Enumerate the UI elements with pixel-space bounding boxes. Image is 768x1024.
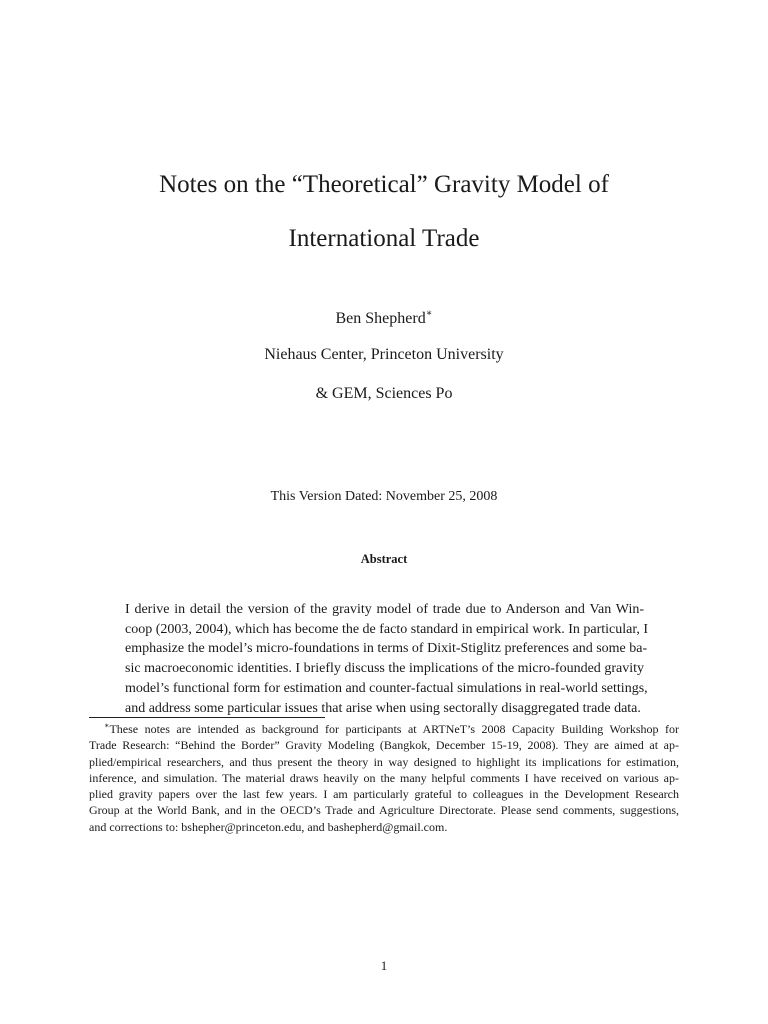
abstract-line: and address some particular issues that arise when using sectorally disaggregated trade data. — [125, 700, 641, 716]
affiliation-2: & GEM, Sciences Po — [315, 385, 453, 402]
footnote-mark: ∗ — [104, 721, 110, 730]
footnote-rule — [89, 717, 325, 718]
abstract-line: emphasize the model’s micro-foundations in terms of Dixit-Stiglitz preferences and some ba- — [125, 641, 648, 657]
footnote-line — [89, 721, 679, 737]
footnote-line: plied/empirical researchers, and thus present the theory in way designed to highlight its implications for estimation, — [89, 754, 679, 769]
abstract-line: I derive in detail the version of the gravity model of trade due to Anderson and Van Win- — [125, 602, 644, 617]
footnote-line-text: These notes are intended as background for participants at ARTNeT’s 2008 Capacity Building Workshop for — [109, 722, 679, 736]
footnote — [89, 721, 679, 835]
abstract-line: sic macroeconomic identities. I briefly discuss the implications of the micro-founded gravity — [125, 661, 644, 677]
footnote-line: Trade Research: “Behind the Border” Gravity Modeling (Bangkok, December 15-19, 2008). They are aimed at ap- — [89, 738, 679, 753]
footnote-line: plied gravity papers over the last few years. I am particularly grateful to colleagues in the Development Research — [89, 787, 679, 802]
page-number: 1 — [380, 958, 388, 973]
footnote-line: Group at the World Bank, and in the OECD’s Trade and Agriculture Directorate. Please send comments, suggestions, — [89, 803, 679, 818]
footnote-line: inference, and simulation. The material draws heavily on the many helpful comments I have received on various ap- — [89, 770, 679, 785]
abstract-body — [125, 600, 649, 718]
title-line-1: Notes on the “Theoretical” Gravity Model of — [159, 171, 609, 198]
version-date: This Version Dated: November 25, 2008 — [270, 489, 498, 504]
abstract-line: coop (2003, 2004), which has become the de facto standard in empirical work. In particular, I — [125, 621, 649, 637]
footnote-line: and corrections to: bshepher@princeton.edu, and bashepherd@gmail.com. — [89, 819, 448, 834]
abstract-heading: Abstract — [360, 552, 408, 566]
affiliation-1: Niehaus Center, Princeton University — [264, 346, 504, 363]
author — [0, 309, 768, 329]
abstract-line: model’s functional form for estimation and counter-factual simulations in real-world settings, — [125, 680, 648, 696]
author-name: Ben Shepherd — [335, 310, 426, 327]
author-footnote-mark: ∗ — [425, 308, 433, 319]
title-line-2: International Trade — [288, 225, 480, 252]
